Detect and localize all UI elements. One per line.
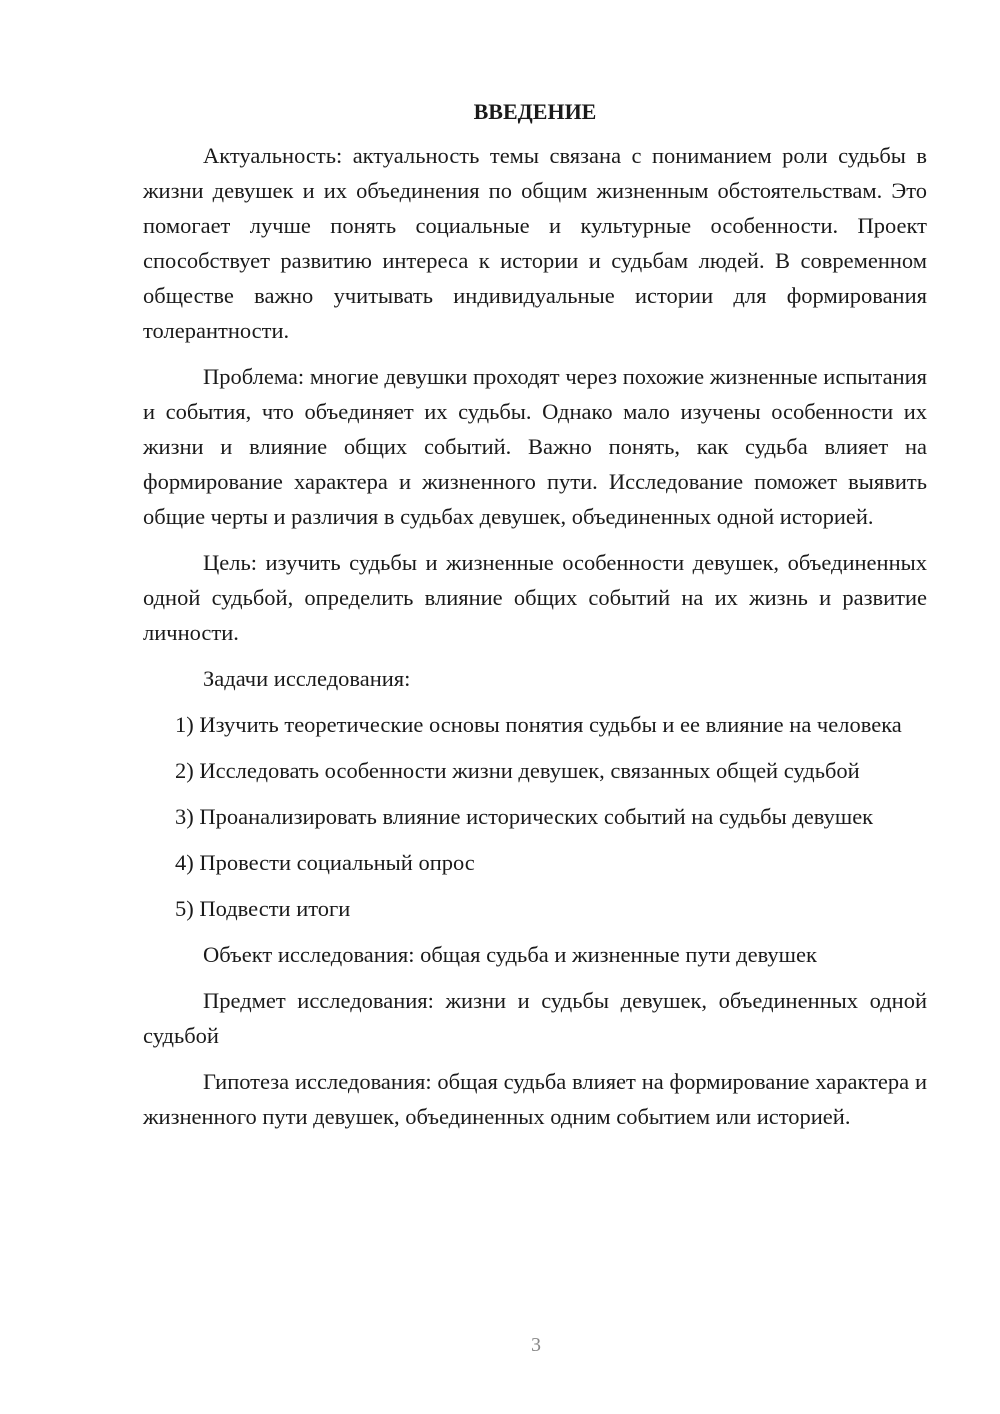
page-number: 3 — [531, 1334, 541, 1356]
paragraph-relevance: Актуальность: актуальность темы связана с пониманием роли судьбы в жизни девушек и их объединения по общим жизненным обстоятельствам. Это помогает лучше понять социальные и культурные особенности. Проект способствует развитию интереса к истории и судьбам людей. В современном обществе важно учитывать индивидуальные истории для формирования толерантности. — [143, 143, 927, 343]
paragraph-goal: Цель: изучить судьбы и жизненные особенности девушек, объединенных одной судьбой, определить влияние общих событий на их жизнь и развитие личности. — [143, 550, 927, 645]
task-item: 1) Изучить теоретические основы понятия судьбы и ее влияние на человека — [175, 712, 902, 737]
page-content — [143, 97, 927, 1145]
paragraph-problem: Проблема: многие девушки проходят через похожие жизненные испытания и события, что объединяет их судьбы. Однако мало изучены особенности их жизни и влияние общих событий. Важно понять, как судьба влияет на формирование характера и жизненного пути. Исследование поможет выявить общие черты и различия в судьбах девушек, объединенных одной историей. — [143, 364, 927, 529]
page-title: ВВЕДЕНИЕ — [473, 99, 597, 124]
paragraph-subject: Предмет исследования: жизни и судьбы девушек, объединенных одной судьбой — [143, 988, 927, 1048]
paragraph-object: Объект исследования: общая судьба и жизненные пути девушек — [203, 942, 817, 967]
paragraph-hypothesis: Гипотеза исследования: общая судьба влияет на формирование характера и жизненного пути девушек, объединенных одним событием или историей. — [143, 1069, 927, 1129]
tasks-heading: Задачи исследования: — [203, 666, 411, 691]
task-item: 5) Подвести итоги — [175, 896, 351, 921]
task-item: 3) Проанализировать влияние исторических событий на судьбы девушек — [175, 804, 874, 829]
task-item: 2) Исследовать особенности жизни девушек, связанных общей судьбой — [175, 758, 860, 783]
task-item: 4) Провести социальный опрос — [175, 850, 475, 875]
